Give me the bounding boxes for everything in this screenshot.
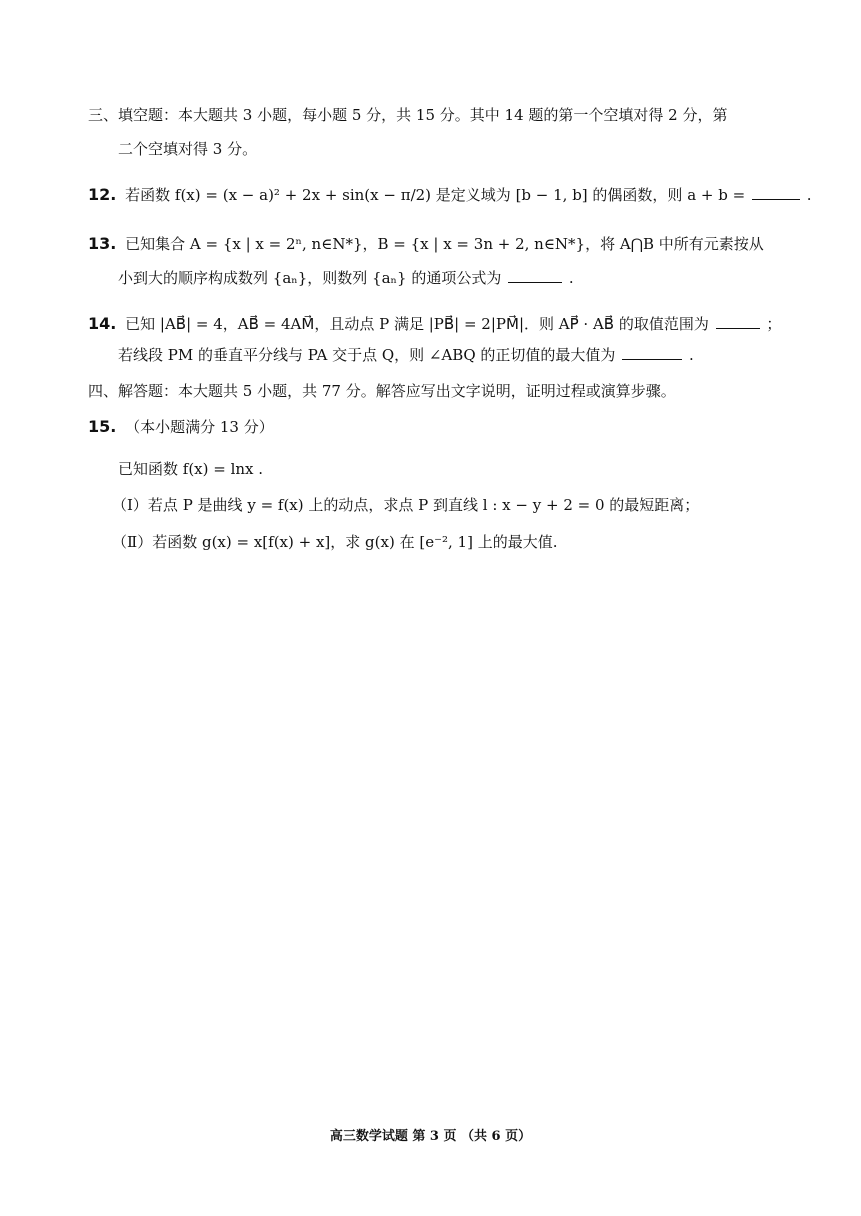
question-end: . [568,269,574,287]
question-13-line1 [88,233,764,255]
question-15-part2: （Ⅱ）若函数 g(x) = x[f(x) + x]，求 g(x) 在 [e⁻², 1] 上的最大值. [112,533,558,551]
question-14-line1 [88,313,781,335]
question-end: . [806,186,812,204]
question-text: 若线段 PM 的垂直平分线与 PA 交于点 Q，则 ∠ABQ 的正切值的最大值为 [118,346,616,364]
question-13-line2 [118,267,574,289]
page-footer: 高三数学试题 第 3 页 （共 6 页） [329,1129,532,1144]
question-number: 14. [88,314,117,333]
question-number: 12. [88,185,117,204]
answer-blank [508,268,562,283]
question-text: 若函数 f(x) = (x − a)² + 2x + sin(x − π/2) 是定义域为 [b − 1, b] 的偶函数，则 a + b = [125,186,746,204]
section3-heading-line2: 二个空填对得 3 分。 [118,140,258,158]
question-number: 15. [88,417,117,436]
question-end: . [688,346,694,364]
answer-blank [716,314,760,329]
question-15-title [88,416,274,438]
answer-blank [752,185,800,200]
question-12 [88,184,812,206]
question-text: 小到大的顺序构成数列 {aₙ}，则数列 {aₙ} 的通项公式为 [118,269,502,287]
section4-heading: 四、解答题：本大题共 5 小题，共 77 分。解答应写出文字说明，证明过程或演算步骤。 [88,382,676,400]
question-15-part1: （Ⅰ）若点 P 是曲线 y = f(x) 上的动点，求点 P 到直线 l : x − y + 2 = 0 的最短距离； [112,496,700,514]
section3-heading-line1: 三、填空题：本大题共 3 小题，每小题 5 分，共 15 分。其中 14 题的第一个空填对得 2 分，第 [88,106,728,124]
question-text: 已知 |AB⃗| = 4，AB⃗ = 4AM⃗，且动点 P 满足 |PB⃗| = 2|PM⃗|．则 AP⃗ · AB⃗ 的取值范围为 [125,315,709,333]
question-14-line2 [118,344,694,366]
question-15-given: 已知函数 f(x) = lnx . [118,460,264,478]
question-title: （本小题满分 13 分） [125,418,274,436]
answer-blank [622,345,682,360]
question-text: 已知集合 A = {x | x = 2ⁿ, n∈N*}，B = {x | x = 3n + 2, n∈N*}，将 A⋂B 中所有元素按从 [125,235,764,253]
question-number: 13. [88,234,117,253]
question-end: ； [766,315,782,333]
